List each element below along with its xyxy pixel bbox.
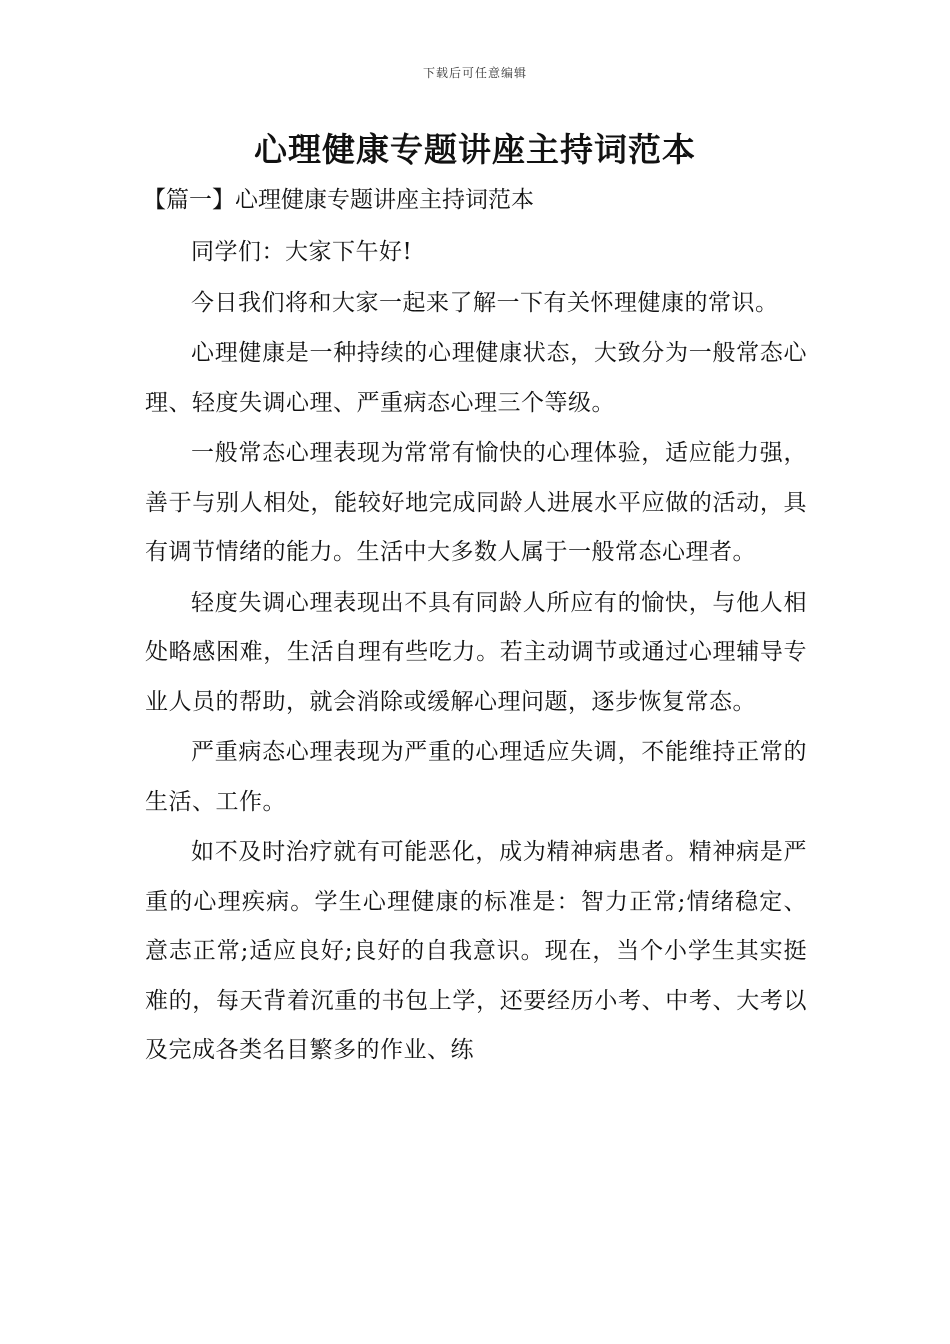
document-body [145,228,807,1077]
paragraph-mild-disorder: 轻度失调心理表现出不具有同龄人所应有的愉快，与他人相处略感困难，生活自理有些吃力。若主动调节或通过心理辅导专业人员的帮助，就会消除或缓解心理问题，逐步恢复常态。 [145,589,807,715]
document-title: 心理健康专题讲座主持词范本 [254,130,696,169]
paragraph-normal-state: 一般常态心理表现为常常有愉快的心理体验，适应能力强，善于与别人相处，能较好地完成同龄人进展水平应做的活动，具有调节情绪的能力。生活中大多数人属于一般常态心理者。 [145,440,807,565]
header-note: 下载后可任意编辑 [422,66,527,80]
paragraph-intro: 今日我们将和大家一起来了解一下有关怀理健康的常识。 [191,289,779,316]
paragraph-severe-state: 严重病态心理表现为严重的心理适应失调，不能维持正常的生活、工作。 [145,739,807,815]
section-heading: 【篇一】心理健康专题讲座主持词范本 [143,187,534,213]
paragraph-definition: 心理健康是一种持续的心理健康状态，大致分为一般常态心理、轻度失调心理、严重病态心理三个等级。 [145,340,807,416]
paragraph-greeting: 同学们：大家下午好! [191,239,413,265]
paragraph-standards: 如不及时治疗就有可能恶化，成为精神病患者。精神病是严重的心理疾病。学生心理健康的标准是：智力正常;情绪稳定、意志正常;适应良好;良好的自我意识。现在，当个小学生其实挺难的，每天背着沉重的书包上学，还要经历小考、中考、大考以及完成各类名目繁多的作业、练 [145,839,807,1063]
